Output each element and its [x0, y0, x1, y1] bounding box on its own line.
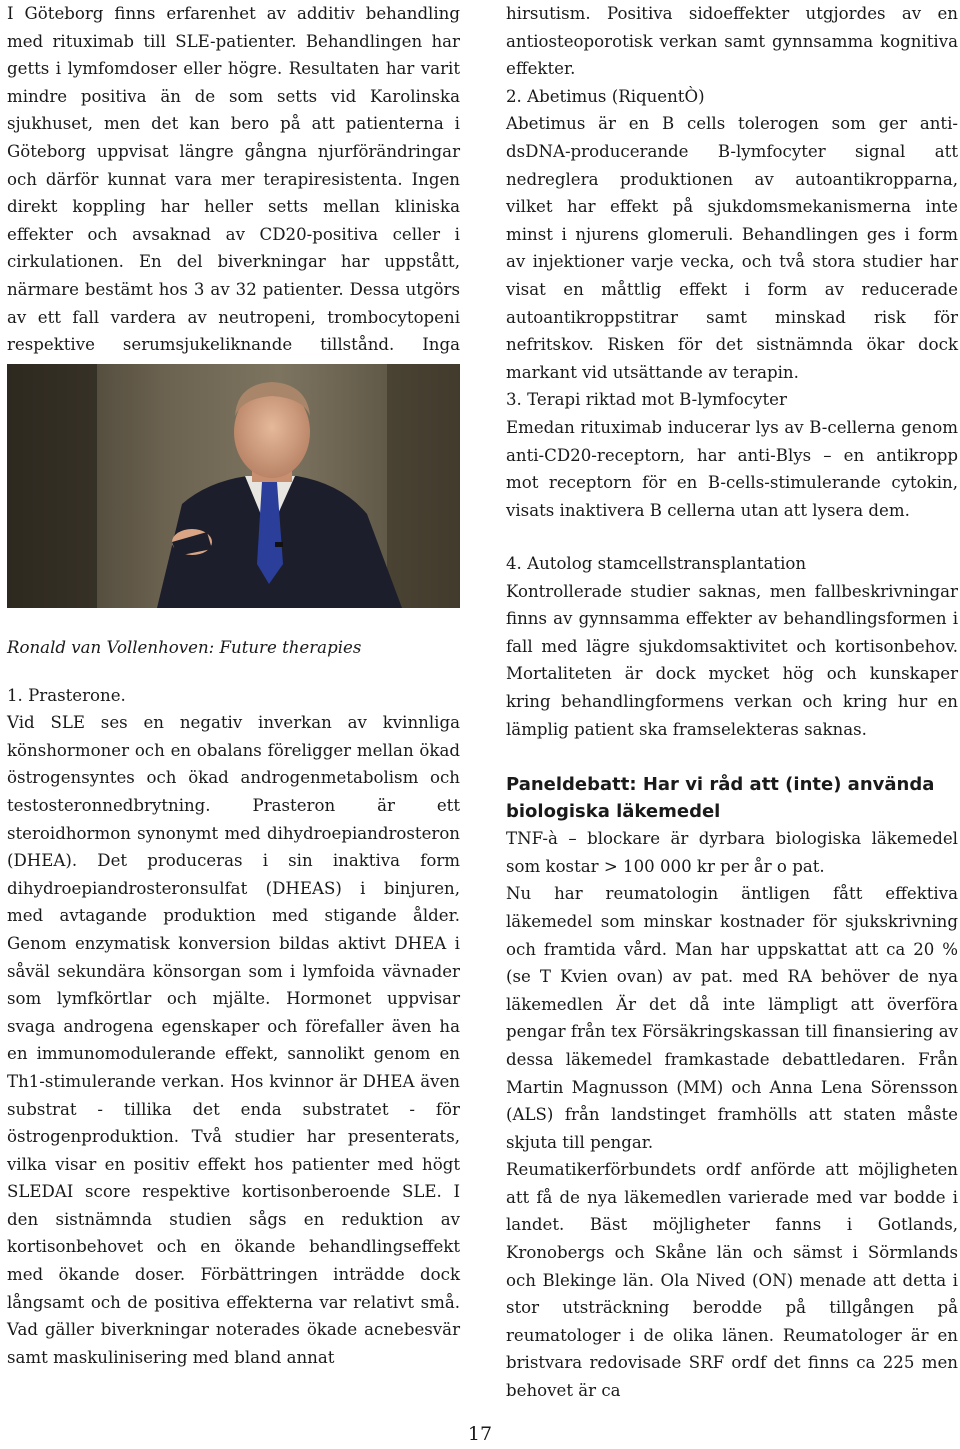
item-title: 4. Autolog stamcellstransplantation [506, 554, 807, 573]
item-title: 2. Abetimus (RiquentÒ) [506, 86, 705, 106]
body-paragraph: Emedan rituximab inducerar lys av B-cellerna genom anti-CD20-receptorn, har anti-Blys – en antikropp mot receptorn för en B-cells-stimulerande cytokin, visats inaktivera B cellerna utan att lysera dem. [506, 417, 958, 520]
body-paragraph: hirsutism. Positiva sidoeffekter utgjordes av en antiosteoporotisk verkan samt gynnsamma kognitiva effekter. [506, 4, 958, 79]
body-paragraph: I Göteborg finns erfarenhet av additiv behandling med rituximab till SLE-patienter. Behandlingen har getts i lymfomdoser eller högre. Resultaten har varit mindre positiva än de som setts vid Karolinska sjukhuset, men det kan bero på att patienterna i Göteborg uppvisat längre gångna njurförändringar och därför kunnat vara mer terapiresistenta. Ingen direkt koppling har heller setts mellan kliniska effekter och avsaknad av CD20-positiva celler i cirkulationen. En del biverkningar har uppstått, närmare bestämt hos 3 av 32 patienter. Dessa utgörs av ett fall vardera av neutropeni, trombocytopeni respektive serumsjukeliknande tillstånd. Inga [7, 4, 460, 355]
page-number: 17 [467, 1423, 493, 1445]
body-paragraph: Kontrollerade studier saknas, men fallbeskrivningar finns av gynnsamma effekter av behandlingsformen i fall med lägre sjukdomsaktivitet och kortisonbehov. Mortaliteten är dock mycket hög och kunskaper kring behandlingformens verkan och kring hur en lämplig patient ska framselekteras saknas. [506, 581, 958, 739]
body-paragraph: Vid SLE ses en negativ inverkan av kvinnliga könshormoner och en obalans föreligger mellan ökad östrogensyntes och ökad androgenmetabolism och testosteronnedbrytning. Prasteron är ett steroidhormon synonymt med dihydroepiandrosteron (DHEA). Det produceras i sin inaktiva form dihydroepiandrosteronsulfat (DHEAS) i binjuren, med avtagande produktion med stigande ålder. Genom enzymatisk konversion bildas aktivt DHEA i såväl sekundära könsorgan som i lymfoida vävnader som lymfkörtlar och mjälte. Hormonet uppvisar svaga androgena egenskaper och förefaller även ha en immunomodulerande effekt, sannolikt genom en Th1-stimulerande verkan. Hos kvinnor är DHEA även substrat - tillika det enda substratet - för östrogenproduktion. Två studier har presenterats, vilka visar en positiv effekt hos patienter med högt SLEDAI score respektive kortisonberoende SLE. I den sistnämnda studien sågs en reduktion av kortisonbehovet och en ökande behandlingseffekt med ökande doser. Förbättringen inträdde dock långsamt och de positiva effekterna var relativt små. Vad gäller biverkningar noterades ökade acnebesvär samt maskulinisering med bland annat [7, 713, 460, 1367]
body-paragraph: Reumatikerförbundets ordf anförde att möjligheten att få de nya läkemedlen varierade med var bodde i landet. Bäst möjligheter fanns i Gotlands, Kronobergs och Skåne län och sämst i Sörmlands och Blekinge län. Ola Nived (ON) menade att detta i stor utsträckning berodde på tillgången på reumatologer i de olika länen. Reumatologer är en bristvara redovisade SRF ordf det finns ca 225 men behovet är ca [506, 1160, 958, 1401]
body-paragraph: TNF-à – blockare är dyrbara biologiska läkemedel som kostar > 100 000 kr per år o pat. [506, 829, 958, 876]
photo-caption: Ronald van Vollenhoven: Future therapies [7, 638, 362, 657]
speaker-photo [7, 364, 460, 608]
item-title: 1. Prasterone. [7, 685, 126, 705]
right-column-bottom [506, 550, 958, 1405]
left-column-bottom [7, 634, 460, 1371]
section-heading: Paneldebatt: Har vi råd att (inte) använda biologiska läkemedel [506, 774, 935, 823]
left-column-top [7, 0, 460, 386]
body-paragraph: Abetimus är en B cells tolerogen som ger anti-dsDNA-producerande B-lymfocyter signal att nedreglera produktionen av autoantikropparna, vilket har effekt på sjukdomsmekanismerna inte minst i njurens glomeruli. Behandlingen ges i form av injektioner varje vecka, och två stora studier har visat en måttlig effekt i form av reducerade autoantikroppstitrar samt minskad risk för nefritskov. Risken för det sistnämnda ökar dock markant vid utsättande av terapin. [506, 114, 958, 382]
item-title: 3. Terapi riktad mot B-lymfocyter [506, 390, 787, 410]
body-paragraph: Nu har reumatologin äntligen fått effektiva läkemedel som minskar kostnader för sjukskrivning och framtida vård. Man har uppskattat att ca 20 % (se T Kvien ovan) av pat. med RA behöver de nya läkemedlen Är det då inte lämpligt att överföra pengar från tex Försäkringskassan till finansiering av dessa läkemedel framkastade debattledaren. Från Martin Magnusson (MM) och Anna Lena Sörensson (ALS) från landstinget framhölls att staten måste skjuta till pengar. [506, 884, 958, 1152]
right-column-top [506, 0, 958, 524]
